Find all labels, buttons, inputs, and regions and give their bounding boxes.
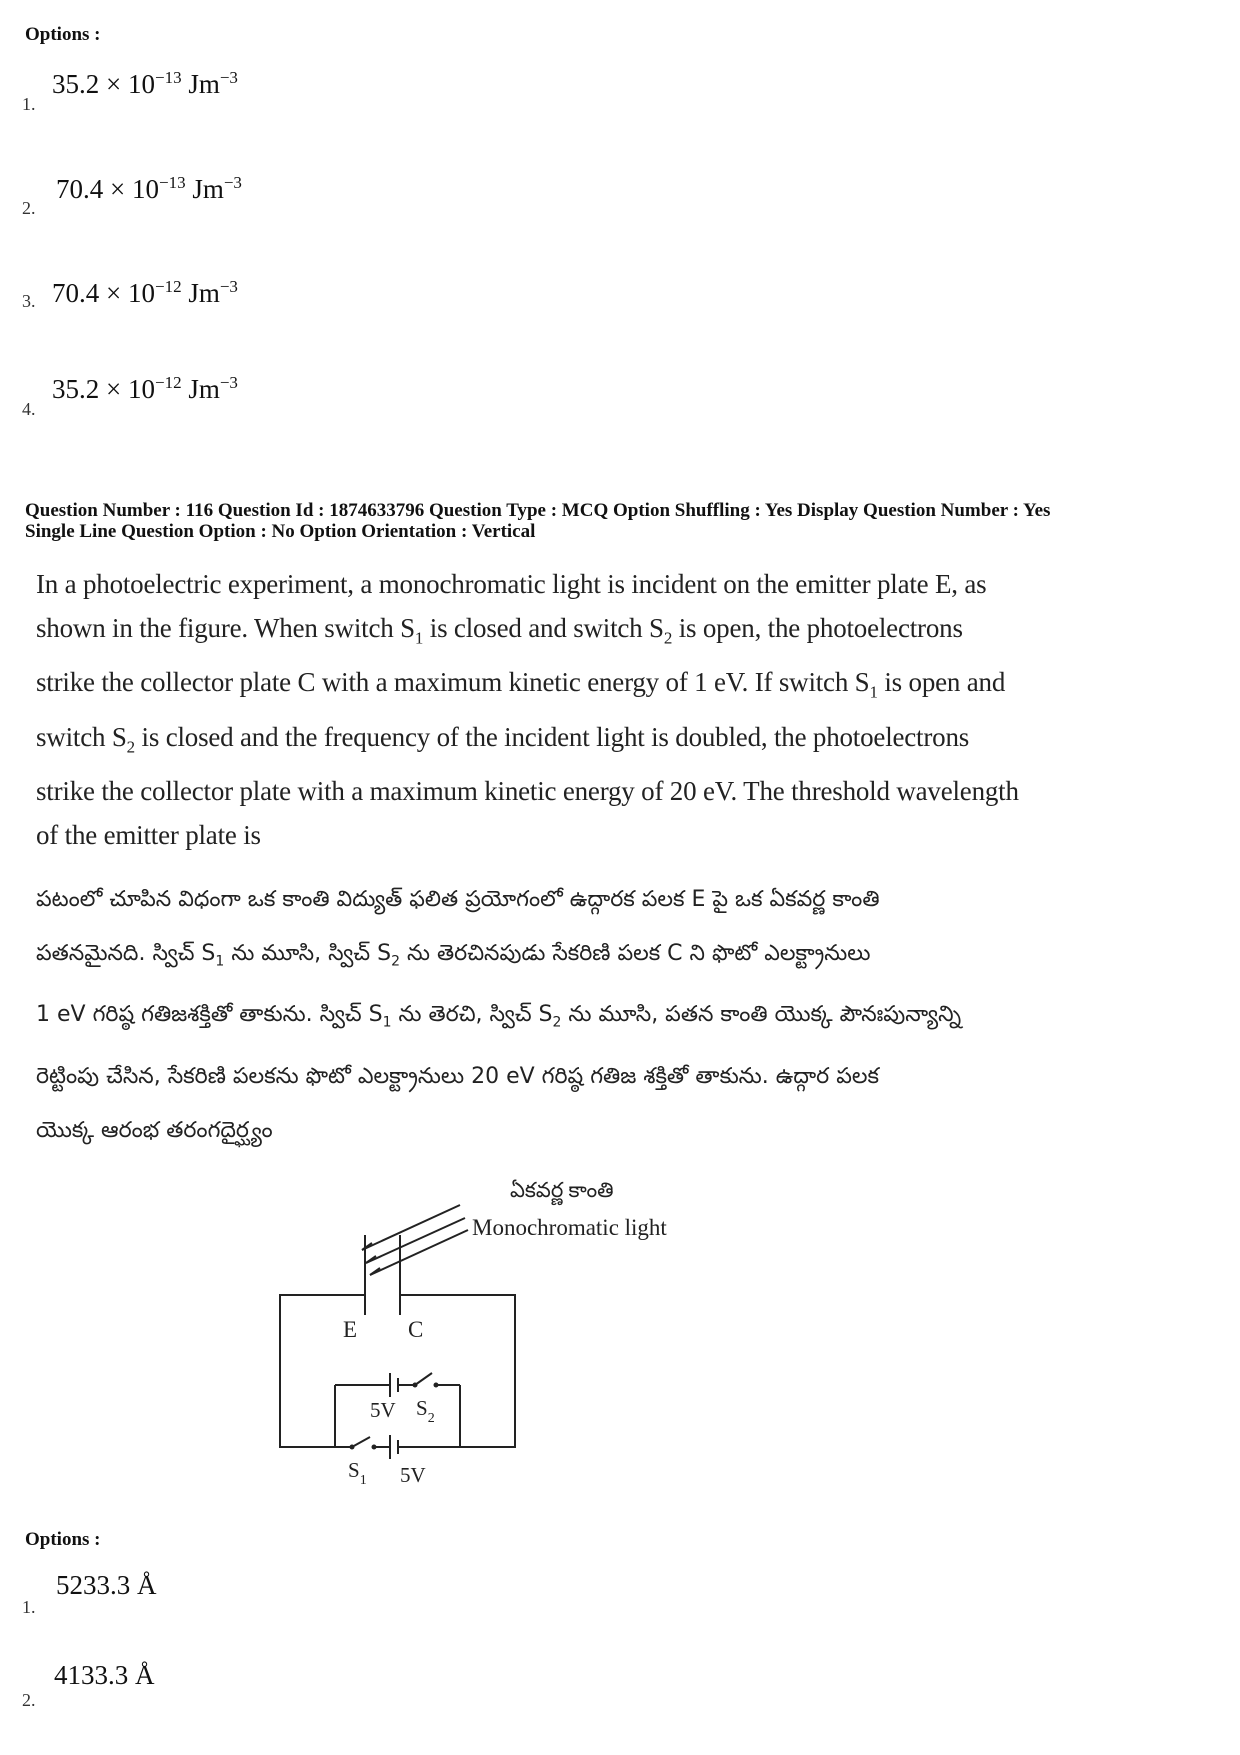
option-2[interactable]: 4133.3 Å <box>54 1660 155 1690</box>
question-meta-line-2: Single Line Question Option : No Option Orientation : Vertical <box>25 521 536 542</box>
switch-contact <box>413 1383 418 1388</box>
circuit-figure <box>260 1175 720 1515</box>
battery-bottom-label: 5V <box>400 1463 426 1487</box>
light-ray <box>370 1230 468 1275</box>
option-3[interactable]: $70.4 \times 10^{-12}$ $Jm^{-3}$ <box>52 277 238 308</box>
options-heading: Options : <box>25 1529 101 1550</box>
switch-s1 <box>352 1437 370 1447</box>
option-2[interactable]: $70.4 \times 10^{-13}$ $Jm^{-3}$ <box>56 173 242 204</box>
option-1[interactable]: $35.2 \times 10^{-13}$ $Jm^{-3}$ <box>52 68 238 99</box>
switch-contact <box>372 1445 377 1450</box>
question-text-english: In a photoelectric experiment, a monochromatic light is incident on the emitter plate E, as shown in the figure. When switch $S_1$ is closed and switch $S_2$ is open, the photoelectrons strike the collector plate C with a maximum kinetic energy of 1 eV. If switch $S_1$ is open and switch $S_2$ is closed and the frequency of the incident light is doubled, the photoelectrons strike the collector plate with a maximum kinetic energy of 20 eV. The threshold wavelength of the emitter plate is <box>36 569 1019 851</box>
switch-s1-label: $S_1$ <box>348 1458 367 1488</box>
battery-top-label: 5V <box>370 1398 396 1422</box>
option-number: 3. <box>22 291 36 311</box>
option-number: 1. <box>22 1597 36 1617</box>
option-number: 2. <box>22 1690 36 1710</box>
switch-contact <box>434 1383 439 1388</box>
switch-s2 <box>415 1373 432 1385</box>
switch-contact <box>350 1445 355 1450</box>
option-1[interactable]: 5233.3 Å <box>56 1570 157 1600</box>
emitter-label: E <box>343 1317 358 1342</box>
switch-s2-label: $S_2$ <box>416 1396 435 1426</box>
question-meta-line-1: Question Number : 116 Question Id : 1874633796 Question Type : MCQ Option Shuffling : Yes Display Question Number : Yes <box>25 500 1051 521</box>
option-number: 4. <box>22 399 36 419</box>
light-label-telugu: ఏకవర్ణ కాంతి <box>510 1178 614 1202</box>
collector-label: C <box>408 1317 424 1342</box>
light-label-english: Monochromatic light <box>472 1215 667 1240</box>
option-number: 2. <box>22 198 36 218</box>
options-heading: Options : <box>25 24 101 45</box>
option-4[interactable]: $35.2 \times 10^{-12}$ $Jm^{-3}$ <box>52 373 238 404</box>
option-number: 1. <box>22 94 36 114</box>
question-text-telugu: పటంలో చూపిన విధంగా ఒక కాంతి విద్యుత్ ఫలిత ప్రయోగంలో ఉద్గారక పలక E పై ఒక ఏకవర్ణ కాంతి పతనమైనది. స్విచ్ $S_1$ ను మూసి, స్విచ్ $S_2$ ను తెరచినపుడు సేకరిణి పలక C ని ఫొటో ఎలక్ట్రానులు 1 eV గరిష్ఠ గతిజశక్తితో తాకును. స్విచ్ $S_1$ ను తెరచి, స్విచ్ $S_2$ ను మూసి, పతన కాంతి యొక్క పౌనఃపున్యాన్ని రెట్టింపు చేసిన, సేకరిణి పలకను ఫొటో ఎలక్ట్రానులు 20 eV గరిష్ఠ గతిజ శక్తితో తాకును. ఉద్గార పలక యొక్క ఆరంభ తరంగదైర్ఘ్యం <box>36 887 962 1143</box>
